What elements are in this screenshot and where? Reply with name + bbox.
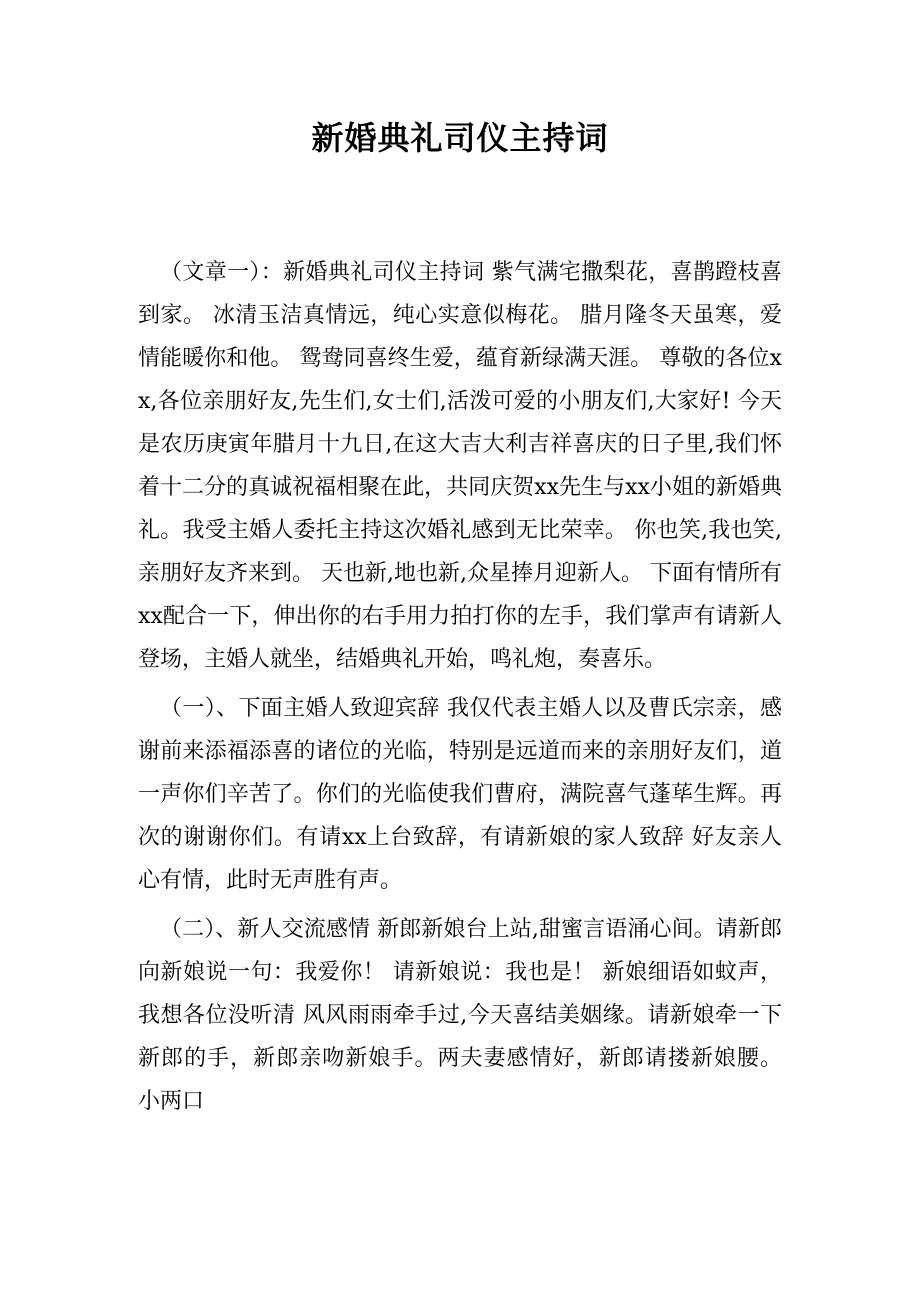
paragraph-section-one: （一）、下面主婚人致迎宾辞 我仅代表主婚人以及曹氏宗亲，感谢前来添福添喜的诸位的光临，特别是远道而来的亲朋好友们，道一声你们辛苦了。你们的光临使我们曹府，满院喜气蓬荜生辉。再次的谢谢你们。有请xx上台致辞，有请新娘的家人致辞 好友亲人心有情，此时无声胜有声。 bbox=[138, 696, 782, 893]
paragraph-section-two: （二）、新人交流感情 新郎新娘台上站,甜蜜言语涌心间。请新郎向新娘说一句：我爱你！ 请新娘说：我也是！ 新娘细语如蚊声，我想各位没听清 风风雨雨牵手过,今天喜结美姻缘。请新娘牵一下新郎的手，新郎亲吻新娘手。两夫妻感情好，新郎请搂新娘腰。 小两口 bbox=[138, 917, 782, 1114]
document-title: 新婚典礼司仪主持词 bbox=[311, 119, 609, 157]
paragraph-intro: （文章一）：新婚典礼司仪主持词 紫气满宅撒梨花，喜鹊蹬枝喜到家。 冰清玉洁真情远，纯心实意似梅花。 腊月隆冬天虽寒，爱情能暖你和他。 鸳鸯同喜终生爱，蕴育新绿满天涯。 尊敬的各位xx,各位亲朋好友,先生们,女士们,活泼可爱的小朋友们,大家好! 今天是农历庚寅年腊月十九日,在这大吉大利吉祥喜庆的日子里,我们怀着十二分的真诚祝福相聚在此，共同庆贺xx先生与xx小姐的新婚典礼。我受主婚人委托主持这次婚礼感到无比荣幸。 你也笑,我也笑,亲朋好友齐来到。 天也新,地也新,众星捧月迎新人。 下面有情所有xx配合一下，伸出你的右手用力拍打你的左手，我们掌声有请新人登场，主婚人就坐，结婚典礼开始，鸣礼炮，奏喜乐。 bbox=[138, 260, 782, 672]
document-body bbox=[138, 251, 782, 1123]
